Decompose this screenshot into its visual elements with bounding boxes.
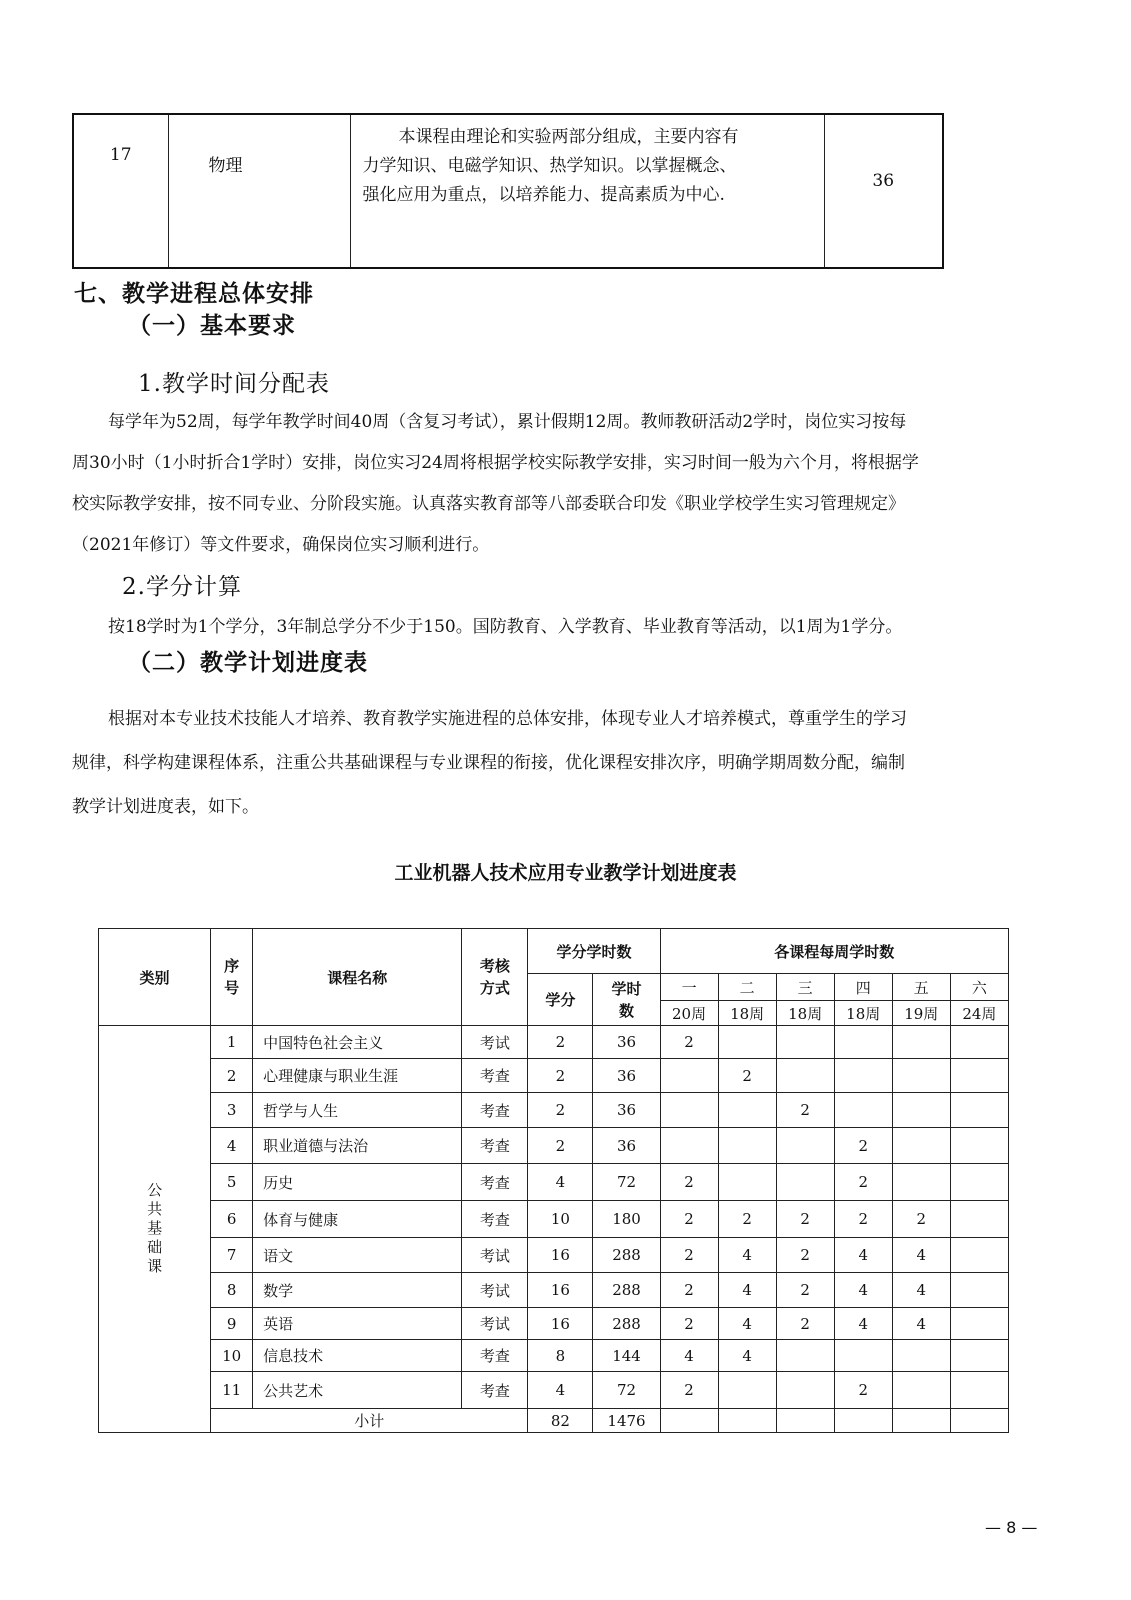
credit-cell: 2 xyxy=(528,1059,593,1093)
table-row xyxy=(99,1238,1009,1273)
semester-hours-cell: 2 xyxy=(718,1201,776,1238)
semester-hours-cell xyxy=(892,1093,950,1128)
semester-hours-cell: 2 xyxy=(776,1308,834,1340)
semester-hours-cell: 4 xyxy=(834,1273,892,1308)
semester-weeks: 20周 xyxy=(660,1001,718,1026)
semester-hours-cell: 2 xyxy=(660,1372,718,1409)
semester-hours-cell: 2 xyxy=(834,1164,892,1201)
seq-cell: 1 xyxy=(211,1026,253,1059)
seq-cell: 4 xyxy=(211,1128,253,1164)
semester-hours-cell xyxy=(834,1340,892,1372)
semester-hours-cell: 2 xyxy=(660,1164,718,1201)
header-assess: 考核方式 xyxy=(462,929,528,1026)
credit-cell: 4 xyxy=(528,1164,593,1201)
paragraph xyxy=(72,697,1032,829)
seq-cell: 8 xyxy=(211,1273,253,1308)
semester-name: 二 xyxy=(718,974,776,1001)
subtotal-label: 小计 xyxy=(211,1409,528,1433)
table-row xyxy=(99,1273,1009,1308)
header-seq: 序号 xyxy=(211,929,253,1026)
plan-table-body xyxy=(99,1026,1009,1433)
paragraph-line: （2021年修订）等文件要求，确保岗位实习顺利进行。 xyxy=(72,535,490,555)
table-row xyxy=(99,1026,1009,1059)
semester-hours-cell xyxy=(950,1409,1008,1433)
semester-hours-cell xyxy=(776,1164,834,1201)
desc-line: 强化应用为重点，以培养能力、提高素质为中心. xyxy=(362,185,725,205)
hours-cell: 180 xyxy=(593,1201,660,1238)
plan-table-title: 工业机器人技术应用专业教学计划进度表 xyxy=(394,862,737,884)
table-row xyxy=(99,1164,1009,1201)
course-name-cell: 英语 xyxy=(253,1308,462,1340)
semester-hours-cell xyxy=(950,1164,1008,1201)
seq-cell: 5 xyxy=(211,1164,253,1201)
semester-hours-cell: 2 xyxy=(892,1201,950,1238)
assess-cell: 考试 xyxy=(462,1026,528,1059)
paragraph-line: 每学年为52周，每学年教学时间40周（含复习考试），累计假期12周。教师教研活动2学时，岗位实习按每 xyxy=(108,412,907,432)
semester-hours-cell: 4 xyxy=(718,1238,776,1273)
semester-hours-cell: 2 xyxy=(776,1238,834,1273)
hours-cell: 288 xyxy=(593,1308,660,1340)
semester-hours-cell xyxy=(892,1340,950,1372)
subsection-heading: （一）基本要求 xyxy=(128,312,296,339)
semester-hours-cell: 2 xyxy=(776,1201,834,1238)
paragraph-line: 按18学时为1个学分，3年制总学分不少于150。国防教育、入学教育、毕业教育等活动，以1周为1学分。 xyxy=(108,617,903,637)
desc-line: 本课程由理论和实验两部分组成，主要内容有 xyxy=(398,127,739,147)
paragraph-line: 规律，科学构建课程体系，注重公共基础课程与专业课程的衔接，优化课程安排次序，明确学期周数分配，编制 xyxy=(72,753,905,773)
semester-hours-cell xyxy=(776,1340,834,1372)
semester-hours-cell xyxy=(950,1372,1008,1409)
course-name-cell: 语文 xyxy=(253,1238,462,1273)
table-row xyxy=(99,1340,1009,1372)
seq-cell: 9 xyxy=(211,1308,253,1340)
course-name-cell: 心理健康与职业生涯 xyxy=(253,1059,462,1093)
paragraph-line: 周30小时（1小时折合1学时）安排，岗位实习24周将根据学校实际教学安排，实习时间一般为六个月，将根据学 xyxy=(72,453,919,473)
subtotal-credit: 82 xyxy=(528,1409,593,1433)
semester-hours-cell xyxy=(718,1409,776,1433)
semester-hours-cell xyxy=(718,1093,776,1128)
semester-hours-cell xyxy=(660,1409,718,1433)
semester-hours-cell xyxy=(892,1059,950,1093)
semester-name: 四 xyxy=(834,974,892,1001)
credit-cell: 2 xyxy=(528,1026,593,1059)
assess-cell: 考查 xyxy=(462,1128,528,1164)
semester-weeks: 19周 xyxy=(892,1001,950,1026)
semester-hours-cell xyxy=(718,1372,776,1409)
page-number: — 8 — xyxy=(985,1518,1038,1537)
credit-cell: 8 xyxy=(528,1340,593,1372)
hours-cell: 36 xyxy=(593,1093,660,1128)
credit-cell: 16 xyxy=(528,1308,593,1340)
semester-hours-cell xyxy=(834,1026,892,1059)
header-hours: 学时数 xyxy=(593,974,660,1026)
paragraph-line: 教学计划进度表，如下。 xyxy=(72,797,259,817)
table-row xyxy=(99,1372,1009,1409)
subtotal-hours: 1476 xyxy=(593,1409,660,1433)
table-row xyxy=(73,114,943,268)
semester-hours-cell xyxy=(834,1059,892,1093)
semester-hours-cell: 2 xyxy=(660,1273,718,1308)
semester-hours-cell xyxy=(718,1026,776,1059)
credit-cell: 4 xyxy=(528,1372,593,1409)
hours-cell: 288 xyxy=(593,1273,660,1308)
semester-hours-cell xyxy=(892,1164,950,1201)
semester-hours-cell xyxy=(892,1128,950,1164)
course-name-cell: 体育与健康 xyxy=(253,1201,462,1238)
seq-cell: 7 xyxy=(211,1238,253,1273)
table-row xyxy=(99,1093,1009,1128)
credit-cell: 2 xyxy=(528,1093,593,1128)
semester-hours-cell: 4 xyxy=(718,1340,776,1372)
semester-hours-cell: 4 xyxy=(892,1273,950,1308)
semester-hours-cell: 4 xyxy=(660,1340,718,1372)
paragraph xyxy=(72,607,1032,648)
semester-hours-cell xyxy=(950,1340,1008,1372)
subtotal-row xyxy=(99,1409,1009,1433)
semester-weeks: 18周 xyxy=(776,1001,834,1026)
semester-hours-cell: 2 xyxy=(660,1026,718,1059)
semester-hours-cell: 2 xyxy=(834,1201,892,1238)
hours-cell: 288 xyxy=(593,1238,660,1273)
semester-hours-cell xyxy=(892,1026,950,1059)
table-row xyxy=(99,1308,1009,1340)
subsection-heading: （二）教学计划进度表 xyxy=(128,649,368,676)
seq-cell: 2 xyxy=(211,1059,253,1093)
semester-hours-cell xyxy=(950,1308,1008,1340)
semester-hours-cell xyxy=(950,1128,1008,1164)
semester-hours-cell xyxy=(660,1128,718,1164)
course-name: 物理 xyxy=(168,114,350,268)
semester-hours-cell xyxy=(892,1409,950,1433)
course-description xyxy=(350,114,824,268)
seq-cell: 6 xyxy=(211,1201,253,1238)
course-number: 17 xyxy=(73,114,168,268)
semester-name: 六 xyxy=(950,974,1008,1001)
semester-hours-cell xyxy=(660,1059,718,1093)
assess-cell: 考查 xyxy=(462,1340,528,1372)
semester-hours-cell xyxy=(950,1093,1008,1128)
semester-hours-cell xyxy=(950,1273,1008,1308)
seq-cell: 10 xyxy=(211,1340,253,1372)
credit-cell: 16 xyxy=(528,1238,593,1273)
semester-hours-cell: 2 xyxy=(776,1273,834,1308)
course-name-cell: 哲学与人生 xyxy=(253,1093,462,1128)
semester-hours-cell xyxy=(892,1372,950,1409)
paragraph-line: 根据对本专业技术技能人才培养、教育教学实施进程的总体安排，体现专业人才培养模式，尊重学生的学习 xyxy=(108,709,907,729)
seq-cell: 11 xyxy=(211,1372,253,1409)
semester-weeks: 18周 xyxy=(718,1001,776,1026)
table-row xyxy=(99,1201,1009,1238)
semester-hours-cell xyxy=(776,1128,834,1164)
course-hours: 36 xyxy=(824,114,943,268)
header-credit: 学分 xyxy=(528,974,593,1026)
course-name-cell: 信息技术 xyxy=(253,1340,462,1372)
hours-cell: 36 xyxy=(593,1026,660,1059)
semester-hours-cell: 4 xyxy=(718,1273,776,1308)
credit-cell: 2 xyxy=(528,1128,593,1164)
semester-hours-cell xyxy=(660,1093,718,1128)
semester-hours-cell: 2 xyxy=(834,1372,892,1409)
desc-line: 力学知识、电磁学知识、热学知识。以掌握概念、 xyxy=(362,156,737,176)
semester-hours-cell xyxy=(718,1128,776,1164)
item-heading: 2.学分计算 xyxy=(122,574,242,600)
semester-hours-cell: 2 xyxy=(776,1093,834,1128)
paragraph xyxy=(72,402,1032,566)
assess-cell: 考试 xyxy=(462,1238,528,1273)
table-row xyxy=(99,1059,1009,1093)
hours-cell: 36 xyxy=(593,1128,660,1164)
semester-name: 五 xyxy=(892,974,950,1001)
semester-hours-cell xyxy=(776,1409,834,1433)
table-row xyxy=(99,1128,1009,1164)
assess-cell: 考试 xyxy=(462,1308,528,1340)
seq-cell: 3 xyxy=(211,1093,253,1128)
semester-weeks: 24周 xyxy=(950,1001,1008,1026)
semester-hours-cell xyxy=(776,1372,834,1409)
semester-hours-cell xyxy=(776,1026,834,1059)
semester-hours-cell: 4 xyxy=(834,1238,892,1273)
semester-hours-cell: 2 xyxy=(718,1059,776,1093)
assess-cell: 考查 xyxy=(462,1201,528,1238)
semester-hours-cell: 2 xyxy=(660,1201,718,1238)
semester-hours-cell: 4 xyxy=(718,1308,776,1340)
semester-hours-cell xyxy=(950,1026,1008,1059)
section-heading: 七、教学进程总体安排 xyxy=(74,280,314,307)
header-weekly-hours: 各课程每周学时数 xyxy=(660,929,1008,974)
course-name-cell: 职业道德与法治 xyxy=(253,1128,462,1164)
semester-name: 三 xyxy=(776,974,834,1001)
hours-cell: 144 xyxy=(593,1340,660,1372)
header-course: 课程名称 xyxy=(253,929,462,1026)
semester-hours-cell xyxy=(950,1201,1008,1238)
credit-cell: 16 xyxy=(528,1273,593,1308)
assess-cell: 考试 xyxy=(462,1273,528,1308)
assess-cell: 考查 xyxy=(462,1093,528,1128)
header-credit-hours: 学分学时数 xyxy=(528,929,660,974)
course-name-cell: 数学 xyxy=(253,1273,462,1308)
semester-hours-cell xyxy=(950,1238,1008,1273)
assess-cell: 考查 xyxy=(462,1059,528,1093)
semester-hours-cell: 2 xyxy=(660,1238,718,1273)
semester-hours-cell: 2 xyxy=(834,1128,892,1164)
course-name-cell: 公共艺术 xyxy=(253,1372,462,1409)
semester-hours-cell: 4 xyxy=(892,1238,950,1273)
semester-hours-cell xyxy=(834,1409,892,1433)
item-heading: 1.教学时间分配表 xyxy=(138,371,330,397)
paragraph-line: 校实际教学安排，按不同专业、分阶段实施。认真落实教育部等八部委联合印发《职业学校学生实习管理规定》 xyxy=(72,494,905,514)
assess-cell: 考查 xyxy=(462,1164,528,1201)
semester-hours-cell: 2 xyxy=(660,1308,718,1340)
semester-hours-cell: 4 xyxy=(834,1308,892,1340)
course-name-cell: 中国特色社会主义 xyxy=(253,1026,462,1059)
semester-hours-cell xyxy=(950,1059,1008,1093)
header-row xyxy=(99,929,1009,974)
credit-cell: 10 xyxy=(528,1201,593,1238)
assess-cell: 考查 xyxy=(462,1372,528,1409)
semester-hours-cell xyxy=(834,1093,892,1128)
semester-hours-cell xyxy=(776,1059,834,1093)
course-name-cell: 历史 xyxy=(253,1164,462,1201)
hours-cell: 36 xyxy=(593,1059,660,1093)
semester-weeks: 18周 xyxy=(834,1001,892,1026)
hours-cell: 72 xyxy=(593,1372,660,1409)
semester-hours-cell: 4 xyxy=(892,1308,950,1340)
header-category: 类别 xyxy=(99,929,211,1026)
semester-name: 一 xyxy=(660,974,718,1001)
semester-hours-cell xyxy=(718,1164,776,1201)
course-description-table xyxy=(72,113,944,269)
category-cell: 公共基础课 xyxy=(99,1026,211,1433)
teaching-plan-table xyxy=(98,928,1009,1433)
hours-cell: 72 xyxy=(593,1164,660,1201)
